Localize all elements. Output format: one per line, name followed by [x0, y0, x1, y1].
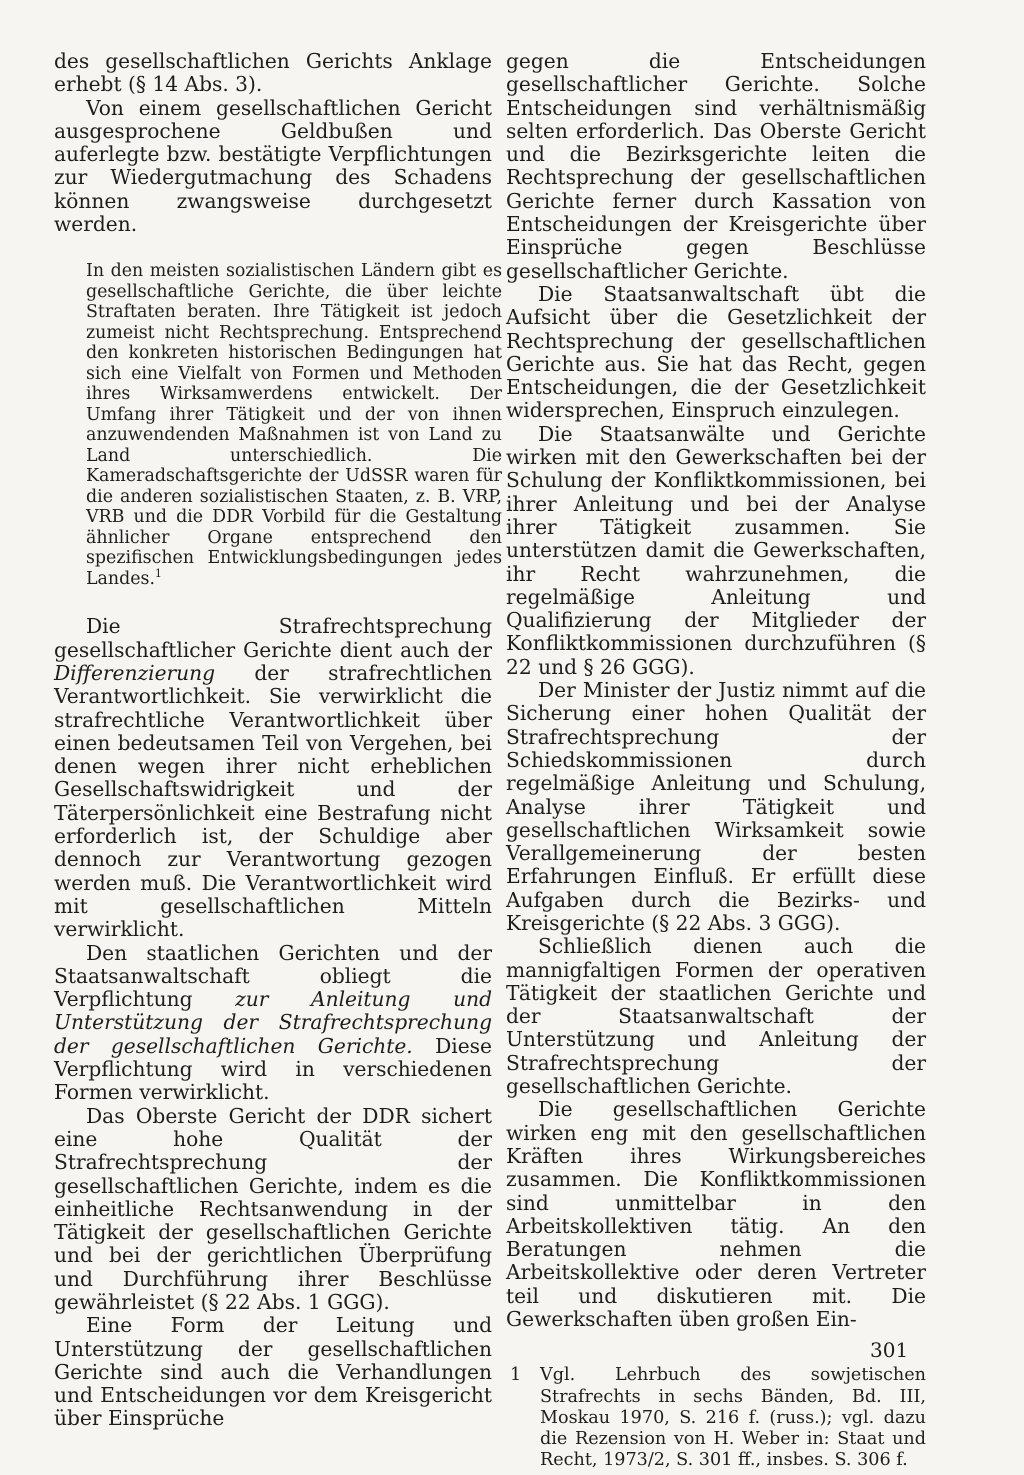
text: Die Strafrechtsprechung gesellschaftlicher Gerichte dient auch der — [54, 614, 492, 662]
right-column — [506, 50, 926, 1471]
paragraph: des gesellschaftlichen Gerichts Anklage erhebt (§ 14 Abs. 3). — [54, 49, 492, 97]
note-text: In den meisten sozialistischen Ländern gibt es gesellschaftliche Gerichte, die über leichte Straftaten beraten. Ihre Tätigkeit ist jedoch zumeist nicht Rechtsprechung. Entsprechend den konkreten historischen Bedingungen hat sich eine Vielfalt von Formen und Methoden ihres Wirksamwerdens entwickelt. Der Umfang ihrer Tätigkeit und der von ihnen anzuwendenden Maßnahmen ist von Land zu Land unterschiedlich. Die Kameradschaftsgerichte der UdSSR waren für die anderen sozialistischen Staaten, z. B. VRP, VRB und die DDR Vorbild für die Gestaltung ähnlicher Organe entsprechend den spezifischen Entwicklungsbedingungen jedes Landes. — [86, 261, 502, 589]
footnote-text: Vgl. Lehrbuch des sowjetischen Strafrechts in sechs Bänden, Bd. III, Moskau 1970, S. 216 f. (russ.); vgl. dazu die Rezension von H. Weber in: Staat und Recht, 1973/2, S. 301 ff., insbes. S. 306 f. — [540, 1365, 926, 1471]
paragraph: Eine Form der Leitung und Unterstützung der gesellschaftlichen Gerichte sind auch die Verhandlungen und Entscheidungen vor dem Kreisgericht über Einsprüche — [54, 1313, 492, 1431]
paragraph — [54, 615, 492, 941]
paragraph: gegen die Entscheidungen gesellschaftlicher Gerichte. Solche Entscheidungen sind verhältnismäßig selten erforderlich. Das Oberste Gericht und die Bezirksgerichte leiten die Rechtsprechung der gesellschaftlichen Gerichte ferner durch Kassation von Entscheidungen der Kreisgerichte über Einsprüche gegen Beschlüsse gesellschaftlicher Gerichte. — [506, 49, 926, 283]
paragraph: Das Oberste Gericht der DDR sichert eine hohe Qualität der Strafrechtsprechung der gesellschaftlichen Gerichte, indem es die einheitliche Rechtsanwendung in der Tätigkeit der gesellschaftlichen Gerichte und bei der gerichtlichen Überprüfung und Durchführung ihrer Beschlüsse gewährleistet (§ 22 Abs. 1 GGG). — [54, 1103, 492, 1314]
paragraph: Von einem gesellschaftlichen Gericht ausgesprochene Geldbußen und auferlegte bzw. bestätigte Verpflichtungen zur Wiedergutmachung des Schadens können zwangsweise durchgesetzt werden. — [54, 95, 492, 237]
paragraph — [54, 942, 492, 1105]
footnote-number: 1 — [510, 1365, 522, 1386]
footnote — [506, 1365, 926, 1471]
emphasis: zur Anleitung und Unterstützung der Strafrechtsprechung der gesellschaftlichen Gerichte. — [54, 987, 492, 1058]
small-print-note — [86, 261, 502, 589]
footnote-reference: 1 — [155, 567, 162, 581]
text: Den staatlichen Gerichten und der Staatsanwaltschaft obliegt die Verpflichtung — [54, 940, 492, 1012]
paragraph: Schließlich dienen auch die mannigfaltigen Formen der operativen Tätigkeit der staatlichen Gerichte und der Staatsanwaltschaft der Unterstützung und Anleitung der Strafrechtsprechung der gesellschaftlichen Gerichte. — [506, 934, 926, 1099]
emphasis: Differenzierung — [54, 660, 216, 685]
paragraph: Die Staatsanwälte und Gerichte wirken mit den Gewerkschaften bei der Schulung der Konfliktkommissionen, bei ihrer Anleitung und bei der Analyse ihrer Tätigkeit zusammen. Sie unterstützen damit die Gewerkschaften, ihr Recht wahrzunehmen, die regelmäßige Anleitung und Qualifizierung der Mitglieder der Konfliktkommissionen durchzuführen (§ 22 und § 26 GGG). — [506, 421, 926, 679]
left-column — [54, 49, 502, 1431]
text: Diese Verpflichtung wird in verschiedenen Formen verwirklicht. — [54, 1033, 492, 1105]
paragraph: Der Minister der Justiz nimmt auf die Sicherung einer hohen Qualität der Strafrechtsprechung der Schiedskommissionen durch regelmäßige Anleitung und Schulung, Analyse ihrer Tätigkeit und gesellschaftlichen Wirksamkeit sowie Verallgemeinerung der besten Erfahrungen Einfluß. Er erfüllt diese Aufgaben durch die Bezirks- und Kreisgerichte (§ 22 Abs. 3 GGG). — [506, 678, 926, 935]
page-number: 301 — [870, 1338, 909, 1362]
text: der strafrechtlichen Verantwortlichkeit. Sie verwirklicht die strafrechtliche Verantwortlichkeit über einen bedeutsamen Teil von Vergehen, bei denen wegen ihrer nicht erheblichen Gesellschaftswidrigkeit und der Täterpersönlichkeit eine Bestrafung nicht erforderlich ist, der Schuldige aber dennoch zur Verantwortung gezogen werden muß. Die Verantwortlichkeit wird mit gesellschaftlichen Mitteln verwirklicht. — [54, 660, 492, 942]
paragraph: Die Staatsanwaltschaft übt die Aufsicht über die Gesetzlichkeit der Rechtsprechung der gesellschaftlichen Gerichte aus. Sie hat das Recht, gegen Entscheidungen, die der Gesetzlichkeit widersprechen, Einspruch einzulegen. — [506, 281, 926, 423]
paragraph: Die gesellschaftlichen Gerichte wirken eng mit den gesellschaftlichen Kräften ihres Wirkungsbereiches zusammen. Die Konfliktkommissionen sind unmittelbar in den Arbeitskollektiven tätig. An den Beratungen nehmen die Arbeitskollektive oder deren Vertreter teil und diskutieren mit. Die Gewerkschaften üben großen Ein- — [506, 1097, 926, 1332]
